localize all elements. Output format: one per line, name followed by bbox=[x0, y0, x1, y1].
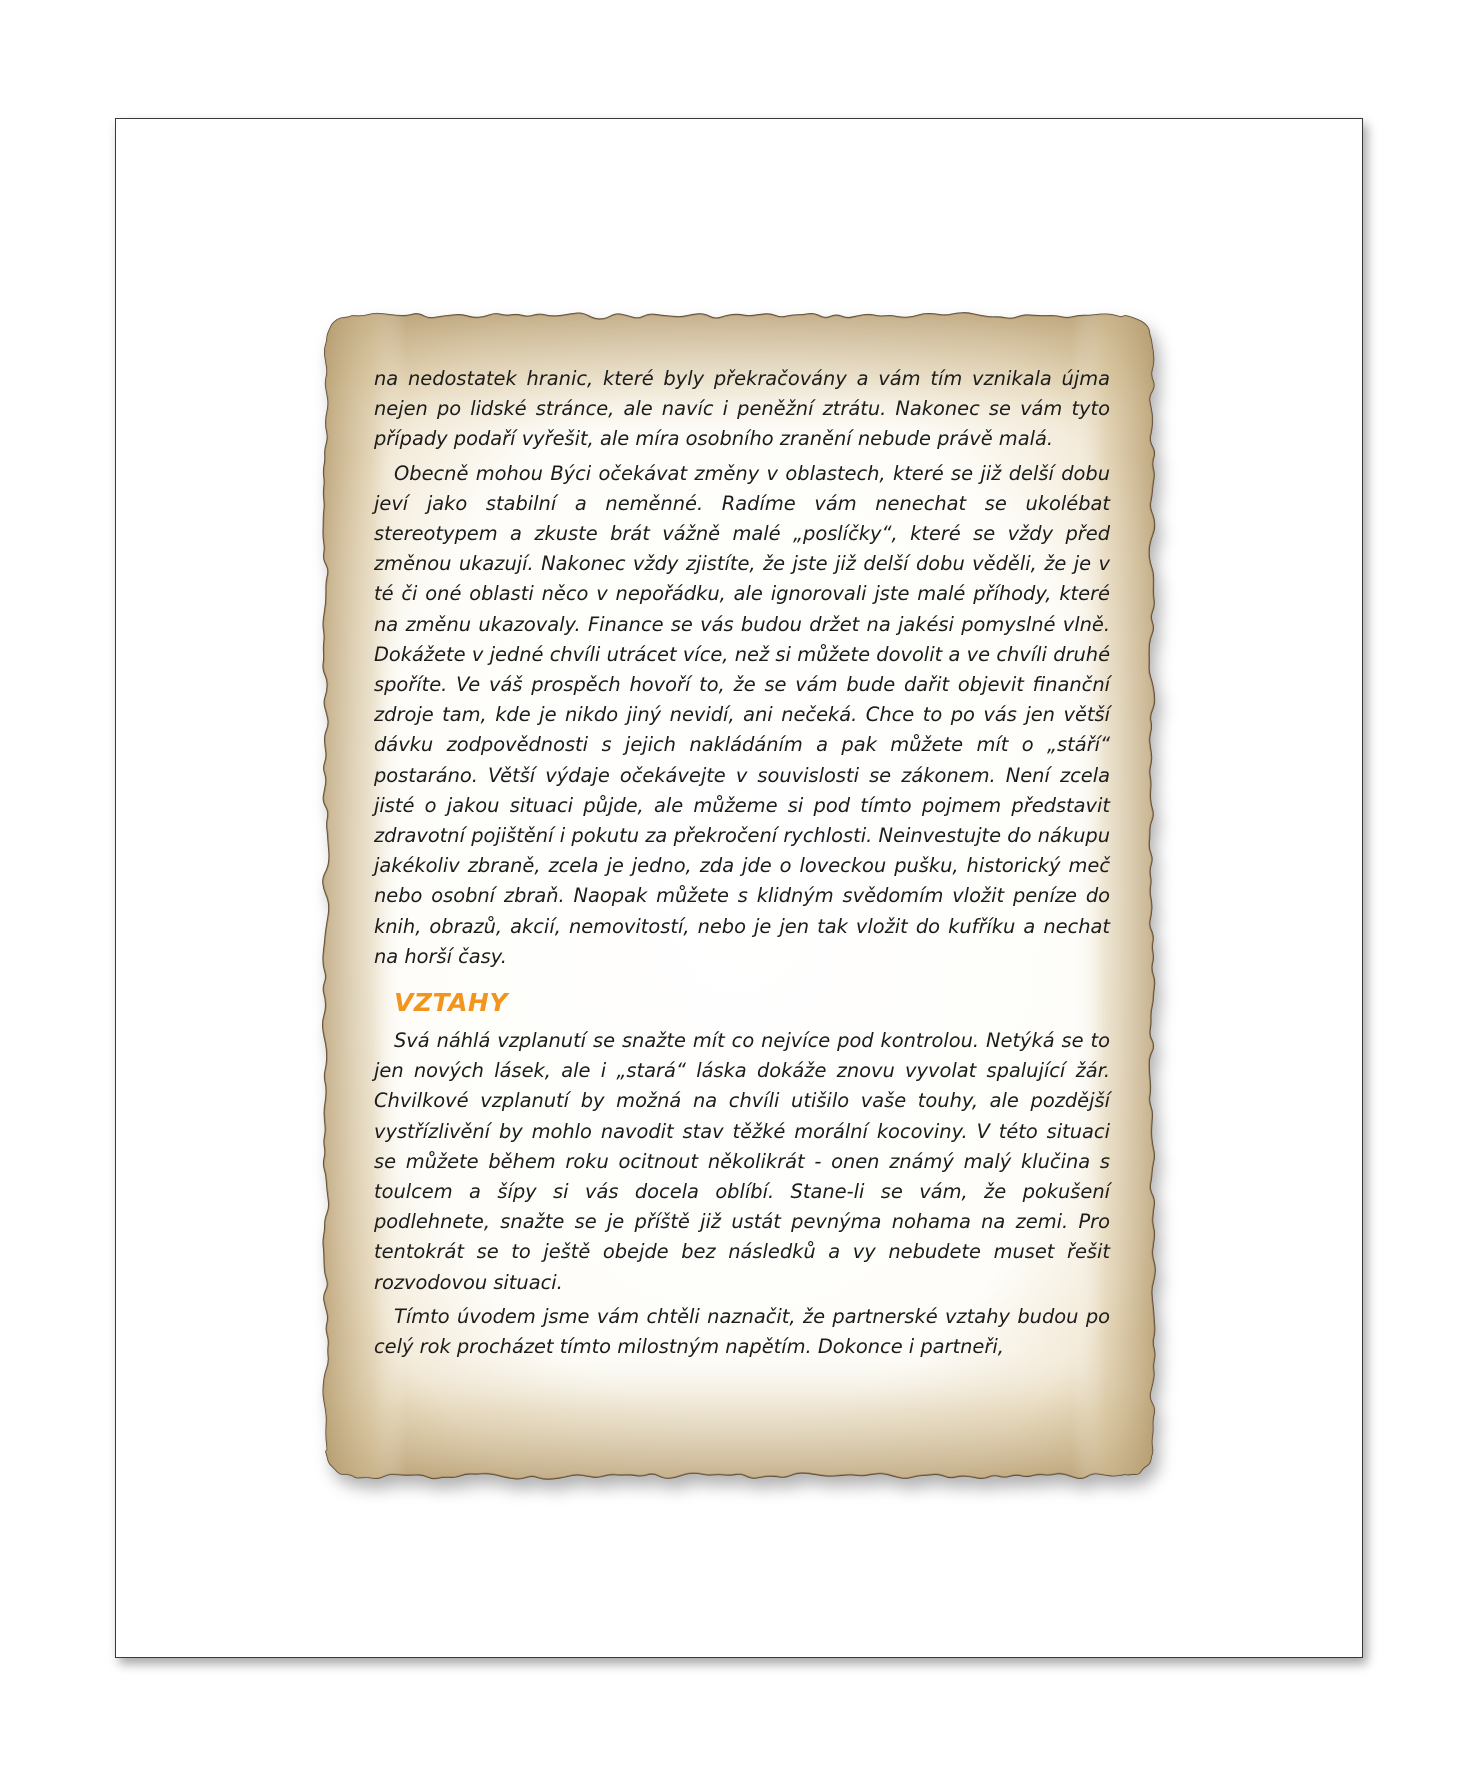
paragraph: Obecně mohou Býci očekávat změny v oblastech, které se již delší dobu jeví jako stabilní a neměnné. Radíme vám nenechat se ukolébat stereotypem a zkuste brát vážně malé „poslíčky“, které se vždy před změnou ukazují. Nakonec vždy zjistíte, že jste již delší dobu věděli, že je v té či oné oblasti něco v nepořádku, ale ignorovali jste malé příhody, které na změnu ukazovaly. Finance se vás budou držet na jakési pomyslné vlně. Dokážete v jedné chvíli utrácet více, než si můžete dovolit a ve chvíli druhé spoříte. Ve váš prospěch hovoří to, že se vám bude dařit objevit finanční zdroje tam, kde je nikdo jiný nevidí, ani nečeká. Chce to po vás jen větší dávku zodpovědnosti s jejich nakládáním a pak můžete mít o „stáří“ postaráno. Větší výdaje očekávejte v souvislosti se zákonem. Není zcela jisté o jakou situaci půjde, ale můžeme si pod tímto pojmem představit zdravotní pojištění i pokutu za překročení rychlosti. Neinvestujte do nákupu jakékoliv zbraně, zcela je jedno, zda jde o loveckou pušku, historický meč nebo osobní zbraň. Naopak můžete s klidným svědomím vložit peníze do knih, obrazů, akcií, nemovitostí, nebo je jen tak vložit do kufříku a nechat na horší časy. bbox=[374, 461, 1110, 968]
section-heading: VZTAHY bbox=[394, 988, 508, 1018]
paragraph: na nedostatek hranic, které byly překračovány a vám tím vznikala újma nejen po lidské stránce, ale navíc i peněžní ztrátu. Nakonec se vám tyto případy podaří vyřešit, ale míra osobního zranění nebude právě malá. bbox=[374, 367, 1110, 451]
aged-paper-card bbox=[316, 306, 1162, 1486]
paragraph: Svá náhlá vzplanutí se snažte mít co nejvíce pod kontrolou. Netýká se to jen nových lásek, ale i „stará“ láska dokáže znovu vyvolat spalující žár. Chvilkové vzplanutí by možná na chvíli utišilo vaše touhy, ale pozdější vystřízlivění by mohlo navodit stav těžké morální kocoviny. V této situaci se můžete během roku ocitnout několikrát - onen známý malý klučina s toulcem a šípy si vás docela oblíbí. Stane-li se vám, že pokušení podlehnete, snažte se je příště již ustát pevnýma nohama na zemi. Pro tentokrát se to ještě obejde bez následků a vy nebudete muset řešit rozvodovou situaci. bbox=[374, 1029, 1110, 1294]
document-body bbox=[374, 364, 1110, 1366]
paragraph: Tímto úvodem jsme vám chtěli naznačit, že partnerské vztahy budou po celý rok procházet tímto milostným napětím. Dokonce i partneři, bbox=[374, 1304, 1110, 1359]
